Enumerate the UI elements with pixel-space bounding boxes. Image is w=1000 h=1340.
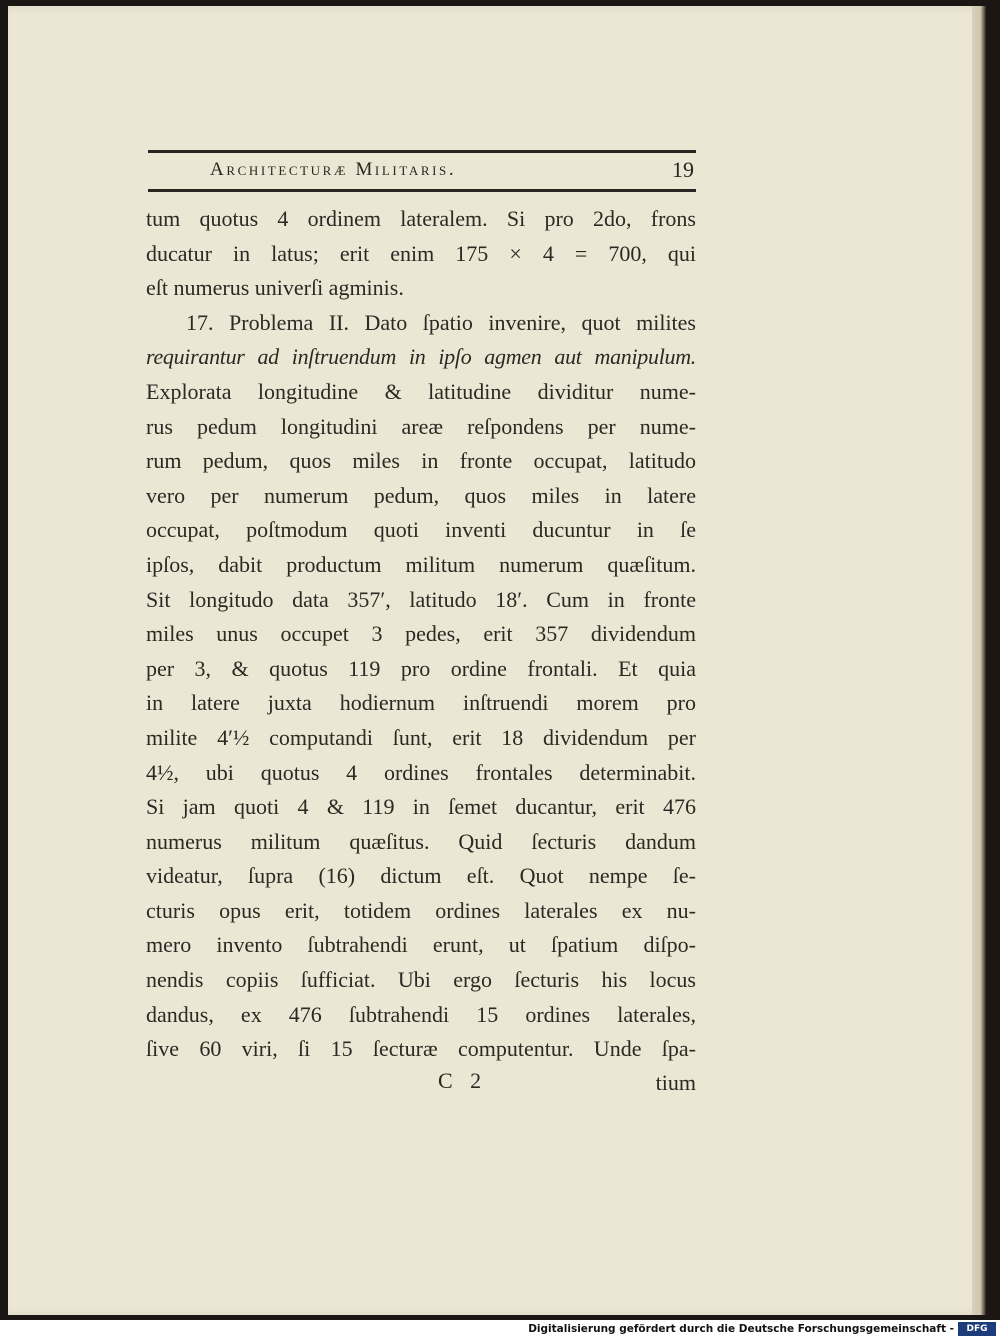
digitization-notice: Digitalisierung gefördert durch die Deutsche Forschungsgemeinschaft - [528, 1323, 954, 1335]
page-edge [972, 6, 986, 1315]
text-line: ſive 60 viri, ſi 15 ſecturæ computentur. Unde ſpa- [146, 1036, 696, 1062]
text-line: tum quotus 4 ordinem lateralem. Si pro 2do, frons [146, 206, 696, 231]
text-line: Si jam quoti 4 & 119 in ſemet ducantur, erit 476 [146, 794, 696, 820]
signature-mark: C 2 [438, 1068, 488, 1093]
paragraph-start-line: 17. Problema II. Dato ſpatio invenire, quot milites [186, 309, 696, 335]
text-line: nendis copiis ſufficiat. Ubi ergo ſecturis his locus [146, 967, 696, 993]
dfg-logo-icon: DFG [958, 1322, 996, 1336]
text-line: 4½, ubi quotus 4 ordines frontales determinabit. [146, 759, 696, 785]
text-line: Sit longitudo data 357′, latitudo 18′. Cum in fronte [146, 586, 696, 612]
text-line: ipſos, dabit productum militum numerum quæſitum. [146, 551, 696, 577]
body-text [146, 202, 696, 1067]
catchword: tium [655, 1070, 696, 1095]
running-title: Architecturæ Militaris. [210, 159, 457, 180]
text-line-italic: requirantur ad inſtruendum in ipſo agmen aut manipulum. [146, 344, 696, 370]
page-footer [146, 1068, 696, 1100]
text-line: numerus militum quæſitus. Quid ſecturis dandum [146, 828, 696, 854]
text-line: rum pedum, quos miles in fronte occupat, latitudo [146, 448, 696, 474]
running-head [148, 157, 696, 187]
digitization-bar [0, 1320, 1000, 1340]
text-line: eſt numerus univerſi agminis. [146, 275, 404, 301]
text-line: milite 4′½ computandi ſunt, erit 18 dividendum per [146, 724, 696, 750]
page-number: 19 [672, 157, 694, 182]
text-line: Explorata longitudine & latitudine dividitur nume- [146, 378, 696, 404]
text-line: mero invento ſubtrahendi erunt, ut ſpatium diſpo- [146, 932, 696, 958]
header-rule-bottom [148, 189, 696, 192]
text-line: occupat, poſtmodum quoti inventi ducuntur in ſe [146, 517, 696, 543]
text-line: videatur, ſupra (16) dictum eſt. Quot nempe ſe- [146, 863, 696, 889]
header-rule-top [148, 150, 696, 153]
text-line: cturis opus erit, totidem ordines laterales ex nu- [146, 897, 696, 923]
text-line: per 3, & quotus 119 pro ordine frontali. Et quia [146, 655, 696, 681]
text-line: vero per numerum pedum, quos miles in latere [146, 482, 696, 508]
text-line: dandus, ex 476 ſubtrahendi 15 ordines laterales, [146, 1001, 696, 1027]
text-line: ducatur in latus; erit enim 175 × 4 = 700, qui [146, 240, 696, 266]
text-line: miles unus occupet 3 pedes, erit 357 dividendum [146, 621, 696, 647]
text-line: in latere juxta hodiernum inſtruendi morem pro [146, 690, 696, 716]
text-line: rus pedum longitudini areæ reſpondens per nume- [146, 413, 696, 439]
